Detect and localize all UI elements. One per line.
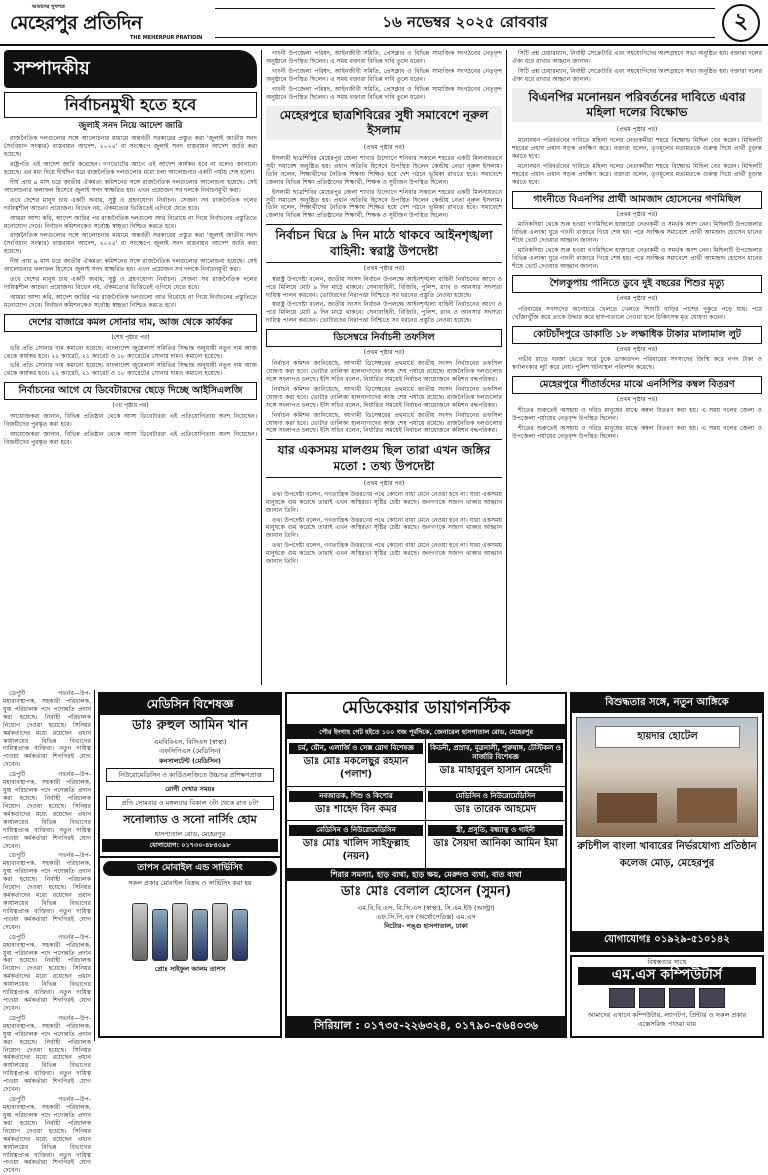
hotel-location: কলেজ মোড়, মেহেরপুর: [619, 857, 715, 869]
editorial-paragraph: আমরা আশা করি, আদেশ জারির পর রাজনৈতিক দলগুলো আর বিরোধে না গিয়ে নির্বাচনের প্রস্তুতিতে মনোযোগ দেবে। নির্বাচন কমিশনকেও সর্বোচ্চ স্বচ্ছতা নিশ্চিত করতে হবে।: [4, 214, 257, 230]
story-paragraph: ইসলামী ছাত্রশিবির মেহেরপুর জেলা শাখার উদ্যোগে শনিবার সকালে শহরের একটি মিলনায়তনে সুধী সমাবেশ অনুষ্ঠিত হয়। প্রধান অতিথি হিসেবে উপস্থিত ছিলেন কেন্দ্রীয় নেতা নূরুল ইসলাম। তিনি বলেন, শিক্ষার্থীদের নৈতিক শিক্ষায় শিক্ষিত হয়ে দেশ গঠনে ভূমিকা রাখতে হবে। সমাবেশে জেলার বিভিন্ন শিক্ষা প্রতিষ্ঠানের শিক্ষার্থী, শিক্ষক ও সুধীজন উপস্থিত ছিলেন।: [266, 154, 502, 186]
continuation-note: (প্রথম পৃষ্ঠার পর): [616, 126, 658, 134]
phone-icon: [132, 903, 148, 961]
computer-shop-advertisement: [570, 955, 764, 1038]
story-paragraph: আয়োজকরা জানান, বিভিন্ন প্রতিষ্ঠান থেকে আসা ডিবেটাররা এই প্রতিযোগিতায় অংশ নিয়েছেন। বিজয়ীদের পুরস্কৃত করা হবে।: [4, 413, 257, 429]
computer-shop-tagline: বিশ্বস্ততার সাথে: [647, 958, 687, 966]
hotel-slogan: বিশুদ্ধতার সঙ্গে, নতুন আঙ্গিকে: [572, 694, 762, 713]
doctor-specialty: নিউরোমেডিসিন ও কার্ডিওলজিতে উচ্চতর প্রশিক্ষণপ্রাপ্ত: [106, 768, 274, 782]
story-paragraph: শীতের শুরুতেই অসহায় ও দরিদ্র মানুষের মাঝে কম্বল বিতরণ করা হয়। এ সময় দলের জেলা ও উপজেলা পর্যায়ের নেতৃবৃন্দ উপস্থিত ছিলেন।: [512, 407, 762, 423]
story-paragraph: তথ্য উপদেষ্টা বলেন, গণতান্ত্রিক উত্তরণের পথে কোনো বাধা মেনে নেওয়া হবে না। যারা একসময় মানুষকে গুম করেছে তারাই এখন অস্থিরতা সৃষ্টির চেষ্টা করছে। জনগণকে সজাগ থাকার আহ্বান জানান তিনি।: [266, 542, 502, 566]
hotel-phone: যোগাযোগঃ ০১৯২৯-৫১০১৪২: [572, 931, 762, 950]
debater-body: [4, 413, 257, 447]
visiting-time: প্রতি সোমবার ও মঙ্গলবার বিকাল ৩টা থেকে রাত ৮টা: [106, 796, 274, 810]
story-paragraph: তথ্য উপদেষ্টা বলেন, গণতান্ত্রিক উত্তরণের পথে কোনো বাধা মেনে নেওয়া হবে না। যারা একসময় মানুষকে গুম করেছে তারাই এখন অস্থিরতা সৃষ্টির চেষ্টা করছে। জনগণকে সজাগ থাকার আহ্বান জানান তিনি।: [266, 516, 502, 540]
editorial-paragraph: দীর্ঘ প্রায় ৯ মাস ধরে জাতীয় ঐকমত্য কমিশনের সঙ্গে রাজনৈতিক দলগুলোর আলোচনা হয়েছে। সেই আলোচনার ফলাফল হিসেবে জুলাই সনদ স্বাক্ষরিত হয়। এখন প্রয়োজন সব দলকে নির্বাচনমুখী করা।: [4, 178, 257, 194]
hotel-description: রুচিশীল বাংলা খাবারের নির্ভরযোগ্য প্রতিষ্ঠান: [577, 840, 757, 852]
doctor-degree: এফসিপিএস (মেডিসিন): [159, 747, 221, 756]
monitor-icon: [669, 988, 695, 1008]
doctor-name: ডাঃ সৈয়দা আনিকা আমিন ইমা: [433, 838, 558, 850]
story-paragraph: মনোনয়ন পরিবর্তনের দাবিতে মহিলা দলের নেতাকর্মীরা শহরে বিক্ষোভ মিছিল বের করেন। মিছিলটি শহরের প্রধান প্রধান সড়ক প্রদক্ষিণ করে। বক্তারা বলেন, তৃণমূলের মতামতকে গুরুত্ব দিয়ে প্রার্থী চূড়ান্ত করতে হবে।: [512, 162, 762, 186]
logo-english-name: THE MEHERPUR PRATIDIN: [130, 35, 203, 41]
doctor-card: [287, 787, 426, 822]
narrow-column-body: [3, 690, 91, 1175]
editorial-section-head: সম্পাদকীয়: [4, 50, 257, 88]
mobile-shop-name: তাপস মোবাইল এন্ড সার্ভিসিং: [103, 861, 277, 877]
doctor-name: ডাঃ মোঃ খালিদ সাইফুল্লাহ (নয়ন): [302, 838, 410, 863]
shibir-headline: মেহেরপুরে ছাত্রশিবিরের সুধী সমাবেশে নূরুল ইসলাম: [266, 106, 502, 141]
story-paragraph: গাংনী উপজেলা পরিষদ, আইনজীবী সমিতি, প্রেসক্লাব ও বিভিন্ন সামাজিক সংগঠনের নেতৃবৃন্দ অনুষ্ঠানে উপস্থিত ছিলেন। এ সময় বক্তারা বিভিন্ন দাবি তুলে ধরেন।: [266, 67, 502, 83]
doctor-degree: এফ.সি.পি.এস (অর্থোপেডিক্স) এম.এস: [376, 913, 476, 922]
computer-shop-name: এম.এস কম্পিউটার্স: [578, 967, 756, 985]
story-paragraph: শীতের শুরুতেই অসহায় ও দরিদ্র মানুষের মাঝে কম্বল বিতরণ করা হয়। এ সময় দলের জেলা ও উপজেলা পর্যায়ের নেতৃবৃন্দ উপস্থিত ছিলেন।: [512, 424, 762, 440]
doctor-card: [426, 821, 565, 869]
masthead: [0, 0, 768, 46]
page-number: ২: [722, 4, 760, 42]
phone-icon: [192, 909, 208, 961]
story-paragraph: স্বরাষ্ট্র উপদেষ্টা বলেন, জাতীয় সংসদ নির্বাচন উপলক্ষে আইনশৃঙ্খলা বাহিনী নির্বাচনের আগে ও পরে মিলিয়ে মোট ৯ দিন মাঠে থাকবে। সেনাবাহিনী, বিজিবি, পুলিশ, র‍্যাব ও আনসার সদস্যরা দায়িত্ব পালন করবেন। ভোটারদের নিরাপত্তা নিশ্চিতে সব ধরনের প্রস্তুতি নেওয়া হয়েছে।: [266, 301, 502, 325]
gangni-rally-headline: গাংনীতে বিএনপির প্রার্থী আমজাদ হোসেনের গণমিছিল: [512, 191, 762, 209]
doctor-card: [287, 739, 426, 787]
specialty-band: মেডিসিন ও নিউরোমেডিসিন: [428, 791, 563, 802]
editorial-subtitle: জুলাই সনদ নিয়ে আদেশ জারি: [78, 121, 183, 132]
story-paragraph: নির্বাচন কমিশন জানিয়েছে, আগামী ডিসেম্বরের প্রথমার্ধে জাতীয় সংসদ নির্বাচনের তফসিল ঘোষণা করা হবে। ভোটার তালিকা হালনাগাদের কাজ শেষ পর্যায়ে রয়েছে। রাজনৈতিক দলগুলোর সঙ্গে সংলাপও চলছে। ইসি সচিব বলেন, নির্ধারিত সময়েই নির্বাচন আয়োজনে কমিশন বদ্ধপরিকর।: [266, 360, 502, 383]
story-paragraph: নির্বাচন কমিশন জানিয়েছে, আগামী ডিসেম্বরের প্রথমার্ধে জাতীয় সংসদ নির্বাচনের তফসিল ঘোষণা করা হবে। ভোটার তালিকা হালনাগাদের কাজ শেষ পর্যায়ে রয়েছে। রাজনৈতিক দলগুলোর সঙ্গে সংলাপও চলছে। ইসি সচিব বলেন, নির্ধারিত সময়েই নির্বাচন আয়োজনে কমিশন বদ্ধপরিকর।: [266, 385, 502, 409]
info-adviser-body: [266, 491, 502, 566]
robbery-body: [512, 356, 762, 372]
doctor-title: কনসালটেন্ট (মেডিসিন): [159, 756, 221, 765]
printer-icon: [639, 988, 665, 1008]
editorial-paragraph: রাষ্ট্রপতি এই আদেশ জারি করেছেন। গণভোটের আগে এই আদেশ কার্যকর হবে না বলেও জানানো হয়েছে। এর মধ্য দিয়ে দীর্ঘদিন ধরে রাজনৈতিক দলগুলোর মধ্যে চলা আলোচনার একটি পর্যায় শেষ হলো।: [4, 161, 257, 177]
mobile-shop-line: সকল প্রকার মোবাইল বিক্রয় ও সার্ভিসিং করা হয়: [128, 879, 252, 888]
serial-phone: সিরিয়াল : ০১৭৩৫-২২৬৩২৪, ০১৭৯০-৫৬৪০৩৬: [287, 1016, 565, 1036]
story-paragraph: ভরি প্রতি সোনার দাম কমানো হয়েছে। বাংলাদেশ জুয়েলার্স সমিতির সিদ্ধান্ত অনুযায়ী নতুন দাম আজ থেকে কার্যকর হবে। ২২ ক্যারেট, ২১ ক্যারেট ও ১৮ ক্যারেটের সোনার দামও কমানো হয়েছে।: [4, 362, 257, 378]
mobile-shop-contact: প্রোঃ সাইফুল আলম তাপস: [154, 965, 226, 974]
table-shape: [677, 788, 737, 823]
story-paragraph: ডেপুটি গভর্নর—উপ-মহাব্যবস্থাপক, সহকারী পরিচালক, যুগ্ম পরিচালক পদে পদোন্নতি প্রদান করা হয়েছে। নির্বাহী পরিচালক নিয়োগ দেওয়া হয়েছে। সিনিয়র কর্মকর্তাদের মধ্যে রয়েছেন প্রধান কার্যালয়ের বিভিন্ন বিভাগের দায়িত্বপ্রাপ্ত ব্যক্তিরা। নতুন দায়িত্ব পাওয়া কর্মকর্তারা শিগগিরই যোগ দেবেন।: [3, 1014, 91, 1094]
info-adviser-headline: যার একসময় মালগুম ছিল তারা এখন জঙ্গির মতো : তথ্য উপদেষ্টা: [266, 439, 502, 478]
narrow-column: [0, 690, 95, 1175]
continuation-note: (প্রথম পৃষ্ঠার পর): [363, 349, 405, 357]
editorial-paragraph: রাজনৈতিক দলগুলোর সঙ্গে আলোচনার মাধ্যমে অন্তর্বর্তী সরকারের প্রস্তুত করা 'জুলাই জাতীয় সনদ (সংবিধান সংস্কার) বাস্তবায়ন আদেশ, ২০২৫' বা সংক্ষেপে জুলাই সনদ বাস্তবায়ন আদেশ জারি করা হয়েছে।: [4, 135, 257, 159]
story-paragraph: ডেপুটি গভর্নর—উপ-মহাব্যবস্থাপক, সহকারী পরিচালক, যুগ্ম পরিচালক পদে পদোন্নতি প্রদান করা হয়েছে। নির্বাহী পরিচালক নিয়োগ দেওয়া হয়েছে। সিনিয়র কর্মকর্তাদের মধ্যে রয়েছেন প্রধান কার্যালয়ের বিভিন্ন বিভাগের দায়িত্বপ্রাপ্ত ব্যক্তিরা। নতুন দায়িত্ব পাওয়া কর্মকর্তারা শিগগিরই যোগ দেবেন।: [3, 690, 91, 769]
editorial-paragraph: তবে দেশের মানুষ চায় একটি অবাধ, সুষ্ঠু ও গ্রহণযোগ্য নির্বাচন। সেজন্য সব রাজনৈতিক দলের দায়িত্বশীল আচরণ প্রয়োজন। বিভেদ নয়, ঐকমত্যের ভিত্তিতেই এগিয়ে যেতে হবে।: [4, 196, 257, 212]
shibir-body: [266, 155, 502, 220]
editorial-paragraph: তবে দেশের মানুষ চায় একটি অবাধ, সুষ্ঠু ও গ্রহণযোগ্য নির্বাচন। সেজন্য সব রাজনৈতিক দলের দায়িত্বশীল আচরণ প্রয়োজন। বিভেদ নয়, ঐকমত্যের ভিত্তিতেই এগিয়ে যেতে হবে।: [4, 276, 257, 292]
logo-tagline: আমাদের সুখপত্র: [32, 4, 65, 10]
doctor-name: ডাঃ মোঃ বেলাল হোসেন (সুমন): [340, 884, 512, 900]
continuation-note: (শেষ পৃষ্ঠার পর): [111, 333, 150, 341]
ad-specialty-band: মেডিসিন বিশেষজ্ঞ: [100, 694, 280, 715]
story-paragraph: ডেপুটি গভর্নর—উপ-মহাব্যবস্থাপক, সহকারী পরিচালক, যুগ্ম পরিচালক পদে পদোন্নতি প্রদান করা হয়েছে। নির্বাহী পরিচালক নিয়োগ দেওয়া হয়েছে। সিনিয়র কর্মকর্তাদের মধ্যে রয়েছেন প্রধান কার্যালয়ের বিভিন্ন বিভাগের দায়িত্বপ্রাপ্ত ব্যক্তিরা। নতুন দায়িত্ব পাওয়া কর্মকর্তারা শিগগিরই যোগ দেবেন।: [3, 1096, 91, 1175]
story-paragraph: পরিবারের সদস্যদের অগোচরে খেলতে খেলতে শিশুটি বাড়ির পাশের পুকুরে পড়ে যায়। পরে খোঁজাখুঁজি করে তাকে উদ্ধার করে হাসপাতালে নেওয়া হলে চিকিৎসক মৃত ঘোষণা করেন।: [512, 305, 762, 321]
dateline: ১৬ নভেম্বর ২০২৫ রোববার: [215, 8, 715, 38]
doctor-name: ডাঃ মাহাবুবুল হাসান মেহেদী: [439, 764, 552, 776]
editorial-paragraph: আমরা আশা করি, আদেশ জারির পর রাজনৈতিক দলগুলো আর বিরোধে না গিয়ে নির্বাচনের প্রস্তুতিতে মনোযোগ দেবে। নির্বাচন কমিশনকেও সর্বোচ্চ স্বচ্ছতা নিশ্চিত করতে হবে।: [4, 293, 257, 309]
gold-price-headline: দেশের বাজারে কমল সোনার দাম, আজ থেকে কার্যকর: [4, 314, 257, 332]
story-paragraph: ইসলামী ছাত্রশিবির মেহেরপুর জেলা শাখার উদ্যোগে শনিবার সকালে শহরের একটি মিলনায়তনে সুধী সমাবেশ অনুষ্ঠিত হয়। প্রধান অতিথি হিসেবে উপস্থিত ছিলেন কেন্দ্রীয় নেতা নূরুল ইসলাম। তিনি বলেন, শিক্ষার্থীদের নৈতিক শিক্ষায় শিক্ষিত হয়ে দেশ গঠনে ভূমিকা রাখতে হবে। সমাবেশে জেলার বিভিন্ন শিক্ষা প্রতিষ্ঠানের শিক্ষার্থী, শিক্ষক ও সুধীজন উপস্থিত ছিলেন।: [266, 188, 502, 220]
continuation-note: (প্রথম পৃষ্ঠার পর): [363, 265, 405, 273]
computer-shop-line: আমাদের এখানে কম্পিউটার, ল্যাপটপ, প্রিন্টার ও সকল প্রকার এক্সেসরিজ পাওয়া যায়: [587, 1011, 747, 1028]
editorial-title: নির্বাচনমুখী হতে হবে: [4, 92, 257, 118]
specialty-band: শিরার সমস্যা, হাড় ব্যথা, হাড় ক্ষয়, মেরুদণ্ড ব্যথা, বাত ব্যথা: [287, 869, 565, 881]
doctor-name: ডাঃ রুহুল আমিন খান: [132, 718, 248, 734]
doctor-workplace: নিটোর- পঙ্গু হাসপাতাল, ঢাকা: [384, 922, 468, 931]
center-intro: [266, 50, 502, 102]
security-forces-headline: নির্বাচন ঘিরে ৯ দিন মাঠে থাকবে আইনশৃঙ্খলা বাহিনী: স্বরাষ্ট্র উপদেষ্টা: [266, 224, 502, 263]
story-paragraph: তথ্য উপদেষ্টা বলেন, গণতান্ত্রিক উত্তরণের পথে কোনো বাধা মেনে নেওয়া হবে না। যারা একসময় মানুষকে গুম করেছে তারাই এখন অস্থিরতা সৃষ্টির চেষ্টা করছে। জনগণকে সজাগ থাকার আহ্বান জানান তিনি।: [266, 490, 502, 514]
doctor-grid: [287, 738, 565, 869]
schedule-body: [266, 360, 502, 435]
doctor-degree: এমবিবিএস, বিসিএস (স্বাস্থ্য): [153, 737, 227, 746]
phones-image: [110, 891, 270, 961]
hospital-name: সনোল্যাড ও সনো নার্সিং হোম: [123, 812, 257, 826]
editorial-paragraph: রাজনৈতিক দলগুলোর সঙ্গে আলোচনার মাধ্যমে অন্তর্বর্তী সরকারের প্রস্তুত করা 'জুলাই জাতীয় সনদ (সংবিধান সংস্কার) বাস্তবায়ন আদেশ, ২০২৫' বা সংক্ষেপে জুলাই সনদ বাস্তবায়ন আদেশ জারি করা হয়েছে।: [4, 232, 257, 256]
visiting-time-label: রোগী দেখার সময়ঃ: [165, 785, 215, 794]
continuation-note: (প্রথম পৃষ্ঠার পর): [363, 144, 405, 152]
doctor-name: ডাঃ মোঃ মকলেছুর রহমান (পলাশ): [303, 756, 409, 780]
story-paragraph: গাংনী উপজেলা পরিষদ, আইনজীবী সমিতি, প্রেসক্লাব ও বিভিন্ন সামাজিক সংগঠনের নেতৃবৃন্দ অনুষ্ঠানে উপস্থিত ছিলেন। এ সময় বক্তারা বিভিন্ন দাবি তুলে ধরেন।: [266, 85, 502, 101]
monitor-icon: [609, 988, 635, 1008]
story-paragraph: ভরি প্রতি সোনার দাম কমানো হয়েছে। বাংলাদেশ জুয়েলার্স সমিতির সিদ্ধান্ত অনুযায়ী নতুন দাম আজ থেকে কার্যকর হবে। ২২ ক্যারেট, ২১ ক্যারেট ও ১৮ ক্যারেটের সোনার দামও কমানো হয়েছে।: [4, 344, 257, 360]
hotel-advertisement: [570, 692, 764, 952]
story-paragraph: গভীর রাতে দরজা ভেঙে ঘরে ঢুকে ডাকাতদল পরিবারের সদস্যদের জিম্মি করে নগদ টাকা ও স্বর্ণালংকার লুট করে নেয়। পুলিশ ঘটনাস্থল পরিদর্শন করেছে।: [512, 356, 762, 372]
story-paragraph: গাংনী উপজেলা পরিষদ, আইনজীবী সমিতি, প্রেসক্লাব ও বিভিন্ন সামাজিক সংগঠনের নেতৃবৃন্দ অনুষ্ঠানে উপস্থিত ছিলেন। এ সময় বক্তারা বিভিন্ন দাবি তুলে ধরেন।: [266, 50, 502, 65]
story-paragraph: মনোনয়ন পরিবর্তনের দাবিতে মহিলা দলের নেতাকর্মীরা শহরে বিক্ষোভ মিছিল বের করেন। মিছিলটি শহরের প্রধান প্রধান সড়ক প্রদক্ষিণ করে। বক্তারা বলেন, তৃণমূলের মতামতকে গুরুত্ব দিয়ে প্রার্থী চূড়ান্ত করতে হবে।: [512, 137, 762, 160]
doctor-advertisement: [98, 692, 282, 1038]
specialty-band: মেডিসিন ও নিউরোমেডিসিন: [289, 825, 423, 836]
specialty-band: স্ত্রী, প্রসূতি, বন্ধ্যাত্ব ও গাইনী: [428, 825, 563, 836]
child-drowning-body: [512, 306, 762, 322]
story-paragraph: নির্বাচন কমিশন জানিয়েছে, আগামী ডিসেম্বরের প্রথমার্ধে জাতীয় সংসদ নির্বাচনের তফসিল ঘোষণা করা হবে। ভোটার তালিকা হালনাগাদের কাজ শেষ পর্যায়ে রয়েছে। রাজনৈতিক দলগুলোর সঙ্গে সংলাপও চলছে। ইসি সচিব বলেন, নির্ধারিত সময়েই নির্বাচন আয়োজনে কমিশন বদ্ধপরিকর।: [266, 411, 502, 435]
editorial-paragraph: দীর্ঘ প্রায় ৯ মাস ধরে জাতীয় ঐকমত্য কমিশনের সঙ্গে রাজনৈতিক দলগুলোর আলোচনা হয়েছে। সেই আলোচনার ফলাফল হিসেবে জুলাই সনদ স্বাক্ষরিত হয়। এখন প্রয়োজন সব দলকে নির্বাচনমুখী করা।: [4, 258, 257, 274]
cctv-icon: [699, 988, 725, 1008]
hotel-photo: [576, 717, 758, 837]
diagnostic-name: মেডিকেয়ার ডায়াগনস্টিক: [287, 694, 565, 726]
hospital-phone: যোগাযোগ: ০১৭৩০-৪৮৪০৯৮: [102, 839, 278, 851]
child-drowning-headline: শৈলকুপায় পানিতে ডুবে দুই বছরের শিশুর মৃত্যু: [512, 275, 762, 293]
phone-icon: [232, 909, 248, 961]
doctor-card: [287, 821, 426, 869]
story-paragraph: ডেপুটি গভর্নর—উপ-মহাব্যবস্থাপক, সহকারী পরিচালক, যুগ্ম পরিচালক পদে পদোন্নতি প্রদান করা হয়েছে। নির্বাহী পরিচালক নিয়োগ দেওয়া হয়েছে। সিনিয়র কর্মকর্তাদের মধ্যে রয়েছেন প্রধান কার্যালয়ের বিভিন্ন বিভাগের দায়িত্বপ্রাপ্ত ব্যক্তিরা। নতুন দায়িত্ব পাওয়া কর্মকর্তারা শিগগিরই যোগ দেবেন।: [3, 933, 91, 1012]
phone-icon: [172, 903, 188, 961]
continuation-note: (প্রথম পৃষ্ঠার পর): [616, 295, 658, 303]
story-paragraph: সিটি প্রশ্ন চেয়ারম্যান, নির্বাহী সেক্রেটারি এবং সহযোগিদের অংশগ্রহণে সভা অনুষ্ঠিত হয়। বক্তারা দলের ঐক্য ধরে রাখার আহ্বান জানান।: [512, 67, 762, 83]
doctor-name: ডাঃ তারেক আহমেদ: [454, 803, 537, 815]
table-shape: [597, 793, 657, 823]
story-paragraph: ডেপুটি গভর্নর—উপ-মহাব্যবস্থাপক, সহকারী পরিচালক, যুগ্ম পরিচালক পদে পদোন্নতি প্রদান করা হয়েছে। নির্বাহী পরিচালক নিয়োগ দেওয়া হয়েছে। সিনিয়র কর্মকর্তাদের মধ্যে রয়েছেন প্রধান কার্যালয়ের বিভিন্ন বিভাগের দায়িত্বপ্রাপ্ত ব্যক্তিরা। নতুন দায়িত্ব পাওয়া কর্মকর্তারা শিগগিরই যোগ দেবেন।: [3, 852, 91, 931]
story-paragraph: মানিকদিয়া থেকে শুরু হওয়া গণমিছিলে হাজারো নেতাকর্মী ও সমর্থক অংশ নেন। মিছিলটি উপজেলার বিভিন্ন এলাকা ঘুরে গাংনী বাজারে গিয়ে শেষ হয়। পরে সংক্ষিপ্ত সমাবেশে প্রার্থী আমজাদ হোসেন ধানের শীষে ভোট দেওয়ার আহ্বান জানান।: [512, 247, 762, 271]
doctor-degree: এম.বি.বি.এস, বি.সি.এস (স্বাস্থ্য), সি.এম.ইউ (আল্ট্রা): [357, 903, 495, 912]
story-paragraph: ডেপুটি গভর্নর—উপ-মহাব্যবস্থাপক, সহকারী পরিচালক, যুগ্ম পরিচালক পদে পদোন্নতি প্রদান করা হয়েছে। নির্বাহী পরিচালক নিয়োগ দেওয়া হয়েছে। সিনিয়র কর্মকর্তাদের মধ্যে রয়েছেন প্রধান কার্যালয়ের বিভিন্ন বিভাগের দায়িত্বপ্রাপ্ত ব্যক্তিরা। নতুন দায়িত্ব পাওয়া কর্মকর্তারা শিগগিরই যোগ দেবেন।: [3, 771, 91, 850]
bnp-protest-headline: বিএনপির মনোনয়ন পরিবর্তনের দাবিতে এবার মহিলা দলের বিক্ষোভ: [512, 88, 762, 123]
continuation-note: (প্রথম পৃষ্ঠার পর): [616, 345, 658, 353]
doctor-card: [426, 787, 565, 822]
debater-headline: নির্বাচনের আগে যে ডিবেটারদের ছেড়ে দিচ্ছে আইসিএলজি: [4, 382, 257, 400]
continuation-note: (প্রথম পৃষ্ঠার পর): [616, 396, 658, 404]
continuation-note: (প্রথম পৃষ্ঠার পর): [616, 210, 658, 218]
diagnostic-address: পৌর ইদগাহ গেট হইতে ১০০ গজ পূর্বদিকে, জেনারেল হাসপাতাল রোড, মেহেরপুর: [287, 726, 565, 738]
gold-price-body: [4, 345, 257, 379]
right-column: [510, 50, 764, 685]
story-paragraph: মানিকদিয়া থেকে শুরু হওয়া গণমিছিলে হাজারো নেতাকর্মী ও সমর্থক অংশ নেন। মিছিলটি উপজেলার বিভিন্ন এলাকা ঘুরে গাংনী বাজারে গিয়ে শেষ হয়। পরে সংক্ষিপ্ত সমাবেশে প্রার্থী আমজাদ হোসেন ধানের শীষে ভোট দেওয়ার আহ্বান জানান।: [512, 221, 762, 245]
specialty-band: চর্ম, যৌন, এলার্জি ও সেক্স রোগ বিশেষজ্ঞ: [289, 743, 423, 754]
hospital-address: হাসপাতাল রোড, মেহেরপুর: [154, 829, 226, 838]
phone-icon: [212, 903, 228, 961]
continuation-note: (প্রথম পৃষ্ঠার পর): [363, 480, 405, 488]
doctor-card: [426, 739, 565, 787]
blanket-headline: মেহেরপুরে শীতার্তদের মাঝে এনসিপির কম্বল বিতরণ: [512, 376, 762, 394]
logo-name: মেহেরপুর প্রতিদিন: [10, 12, 142, 34]
story-paragraph: সিটি প্রশ্ন চেয়ারম্যান, নির্বাহী সেক্রেটারি এবং সহযোগিদের অংশগ্রহণে সভা অনুষ্ঠিত হয়। বক্তারা দলের ঐক্য ধরে রাখার আহ্বান জানান।: [512, 50, 762, 65]
phone-icon: [152, 909, 168, 961]
editorial-column: [4, 50, 257, 690]
bnp-protest-body: [512, 137, 762, 187]
specialty-band: নবজাতক, শিশু ও কিশোর: [289, 791, 423, 802]
security-forces-body: [266, 276, 502, 326]
hotel-sign: হায়দার হোটেল: [595, 726, 740, 748]
story-paragraph: স্বরাষ্ট্র উপদেষ্টা বলেন, জাতীয় সংসদ নির্বাচন উপলক্ষে আইনশৃঙ্খলা বাহিনী নির্বাচনের আগে ও পরে মিলিয়ে মোট ৯ দিন মাঠে থাকবে। সেনাবাহিনী, বিজিবি, পুলিশ, র‍্যাব ও আনসার সদস্যরা দায়িত্ব পালন করবেন। ভোটারদের নিরাপত্তা নিশ্চিতে সব ধরনের প্রস্তুতি নেওয়া হয়েছে।: [266, 275, 502, 299]
editorial-body: [4, 135, 257, 309]
mobile-shop-ad: [100, 856, 280, 974]
robbery-headline: কোটচাঁদপুরে ডাকাতি ১৮ লক্ষাধিক টাকার মালামাল লুট: [512, 326, 762, 344]
center-column: [261, 50, 507, 685]
schedule-headline: ডিসেম্বরে নির্বাচনী তফসিল: [266, 329, 502, 347]
right-top-body: [512, 50, 762, 84]
computers-image: [572, 988, 762, 1008]
newspaper-logo: [10, 4, 210, 42]
doctor-name: ডাঃ শাহেদ বিন কমর: [315, 803, 397, 815]
gangni-rally-body: [512, 221, 762, 271]
story-paragraph: আয়োজকরা জানান, বিভিন্ন প্রতিষ্ঠান থেকে আসা ডিবেটাররা এই প্রতিযোগিতায় অংশ নিয়েছেন। বিজয়ীদের পুরস্কৃত করা হবে।: [4, 430, 257, 446]
blanket-body: [512, 407, 762, 441]
diagnostic-advertisement: [285, 692, 567, 1038]
continuation-note: (৩য় পৃষ্ঠার পর): [112, 402, 149, 410]
specialty-band: কিডনী, প্রস্রাব, মূত্রনালী, পুরুষাঙ্গ, টেস্টিকল ও সার্জারি বিশেষজ্ঞ: [428, 743, 563, 763]
